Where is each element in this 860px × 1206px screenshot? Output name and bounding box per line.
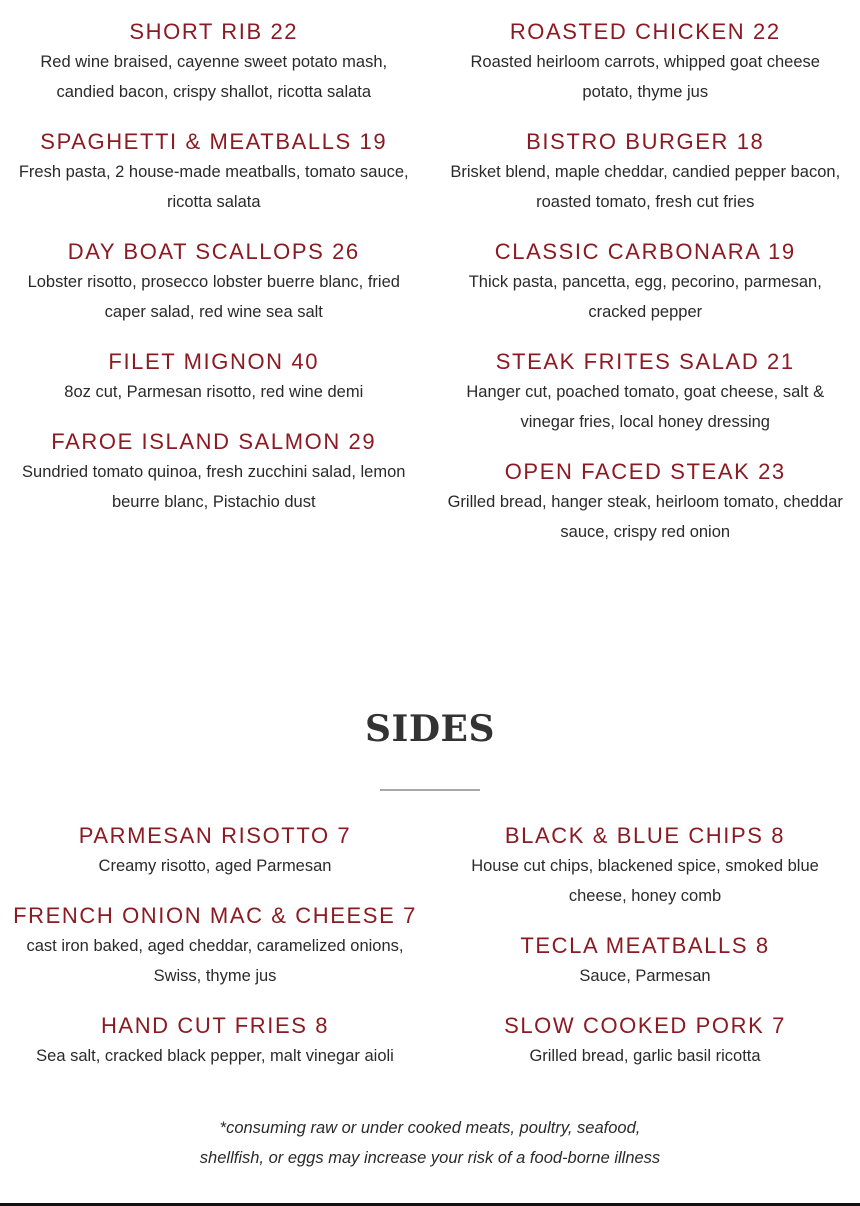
sides-right-column [430, 821, 860, 1091]
mains-left-column [0, 17, 429, 567]
item-title: SLOW COOKED PORK 7 [504, 1013, 786, 1038]
desc-line: cracked pepper [588, 303, 703, 321]
item-description [0, 1041, 430, 1071]
food-safety-disclaimer [0, 1113, 860, 1173]
menu-item [0, 347, 429, 407]
menu-item [0, 821, 430, 881]
desc-line: vinegar fries, local honey dressing [520, 413, 770, 431]
item-title: FILET MIGNON 40 [108, 349, 320, 374]
desc-line: beurre blanc, Pistachio dust [111, 493, 316, 511]
desc-line: House cut chips, blackened spice, smoked blue [471, 857, 819, 875]
desc-line: Fresh pasta, 2 house-made meatballs, tomato sauce, [18, 163, 409, 181]
sides-heading: SIDES [365, 708, 495, 750]
item-title: CLASSIC CARBONARA 19 [494, 239, 796, 264]
menu-item [0, 127, 429, 217]
desc-line: Creamy risotto, aged Parmesan [98, 857, 332, 875]
menu-item [0, 237, 429, 327]
desc-line: Lobster risotto, prosecco lobster buerre blanc, fried [27, 273, 400, 291]
item-description [431, 47, 860, 107]
menu-item [0, 1011, 430, 1071]
item-description [431, 157, 860, 217]
item-description [0, 851, 430, 881]
item-title: SPAGHETTI & MEATBALLS 19 [40, 129, 388, 154]
desc-line: caper salad, red wine sea salt [104, 303, 323, 321]
desc-line: Thick pasta, pancetta, egg, pecorino, parmesan, [468, 273, 822, 291]
item-title: OPEN FACED STEAK 23 [504, 459, 786, 484]
item-description [430, 961, 860, 991]
item-title: PARMESAN RISOTTO 7 [78, 823, 352, 848]
section-divider [380, 789, 480, 791]
desc-line: Grilled bread, hanger steak, heirloom tomato, cheddar [447, 493, 843, 511]
menu-item [0, 427, 429, 517]
menu-item [430, 931, 860, 991]
desc-line: roasted tomato, fresh cut fries [536, 193, 755, 211]
desc-line: Sea salt, cracked black pepper, malt vinegar aioli [36, 1047, 394, 1065]
item-description [0, 377, 429, 407]
desc-line: 8oz cut, Parmesan risotto, red wine demi [64, 383, 364, 401]
menu-item [431, 237, 860, 327]
item-description [0, 157, 429, 217]
item-title: FRENCH ONION MAC & CHEESE 7 [13, 903, 417, 928]
item-title: BISTRO BURGER 18 [526, 129, 765, 154]
item-title: ROASTED CHICKEN 22 [509, 19, 781, 44]
desc-line: cast iron baked, aged cheddar, caramelized onions, [26, 937, 404, 955]
desc-line: Sauce, Parmesan [579, 967, 711, 985]
item-description [0, 457, 429, 517]
item-title: FAROE ISLAND SALMON 29 [51, 429, 377, 454]
desc-line: cheese, honey comb [568, 887, 722, 905]
item-title: BLACK & BLUE CHIPS 8 [504, 823, 786, 848]
desc-line: Swiss, thyme jus [153, 967, 277, 985]
mains-section [0, 17, 860, 567]
menu-item [430, 821, 860, 911]
desc-line: candied bacon, crispy shallot, ricotta salata [56, 83, 372, 101]
menu-item [431, 17, 860, 107]
desc-line: ricotta salata [166, 193, 261, 211]
desc-line: Roasted heirloom carrots, whipped goat cheese [470, 53, 820, 71]
item-title: TECLA MEATBALLS 8 [520, 933, 770, 958]
sides-section [0, 821, 860, 1091]
desc-line: Grilled bread, garlic basil ricotta [529, 1047, 761, 1065]
menu-item [0, 901, 430, 991]
item-description [431, 487, 860, 547]
desc-line: Brisket blend, maple cheddar, candied pepper bacon, [450, 163, 841, 181]
mains-right-column [431, 17, 860, 567]
item-description [0, 931, 430, 991]
desc-line: Red wine braised, cayenne sweet potato mash, [40, 53, 388, 71]
item-description [431, 267, 860, 327]
desc-line: Hanger cut, poached tomato, goat cheese, salt & [466, 383, 825, 401]
item-title: HAND CUT FRIES 8 [100, 1013, 330, 1038]
item-description [0, 267, 429, 327]
desc-line: sauce, crispy red onion [560, 523, 731, 541]
disclaimer-line: shellfish, or eggs may increase your risk of a food-borne illness [199, 1149, 661, 1167]
menu-item [0, 17, 429, 107]
menu-item [430, 1011, 860, 1071]
disclaimer-line: *consuming raw or under cooked meats, poultry, seafood, [219, 1119, 641, 1137]
menu-item [431, 457, 860, 547]
item-title: STEAK FRITES SALAD 21 [495, 349, 795, 374]
desc-line: potato, thyme jus [582, 83, 709, 101]
menu-item [431, 347, 860, 437]
item-title: SHORT RIB 22 [129, 19, 299, 44]
item-description [430, 851, 860, 911]
sides-left-column [0, 821, 430, 1091]
item-description [431, 377, 860, 437]
item-description [430, 1041, 860, 1071]
desc-line: Sundried tomato quinoa, fresh zucchini salad, lemon [22, 463, 406, 481]
item-description [0, 47, 429, 107]
menu-item [431, 127, 860, 217]
item-title: DAY BOAT SCALLOPS 26 [67, 239, 360, 264]
